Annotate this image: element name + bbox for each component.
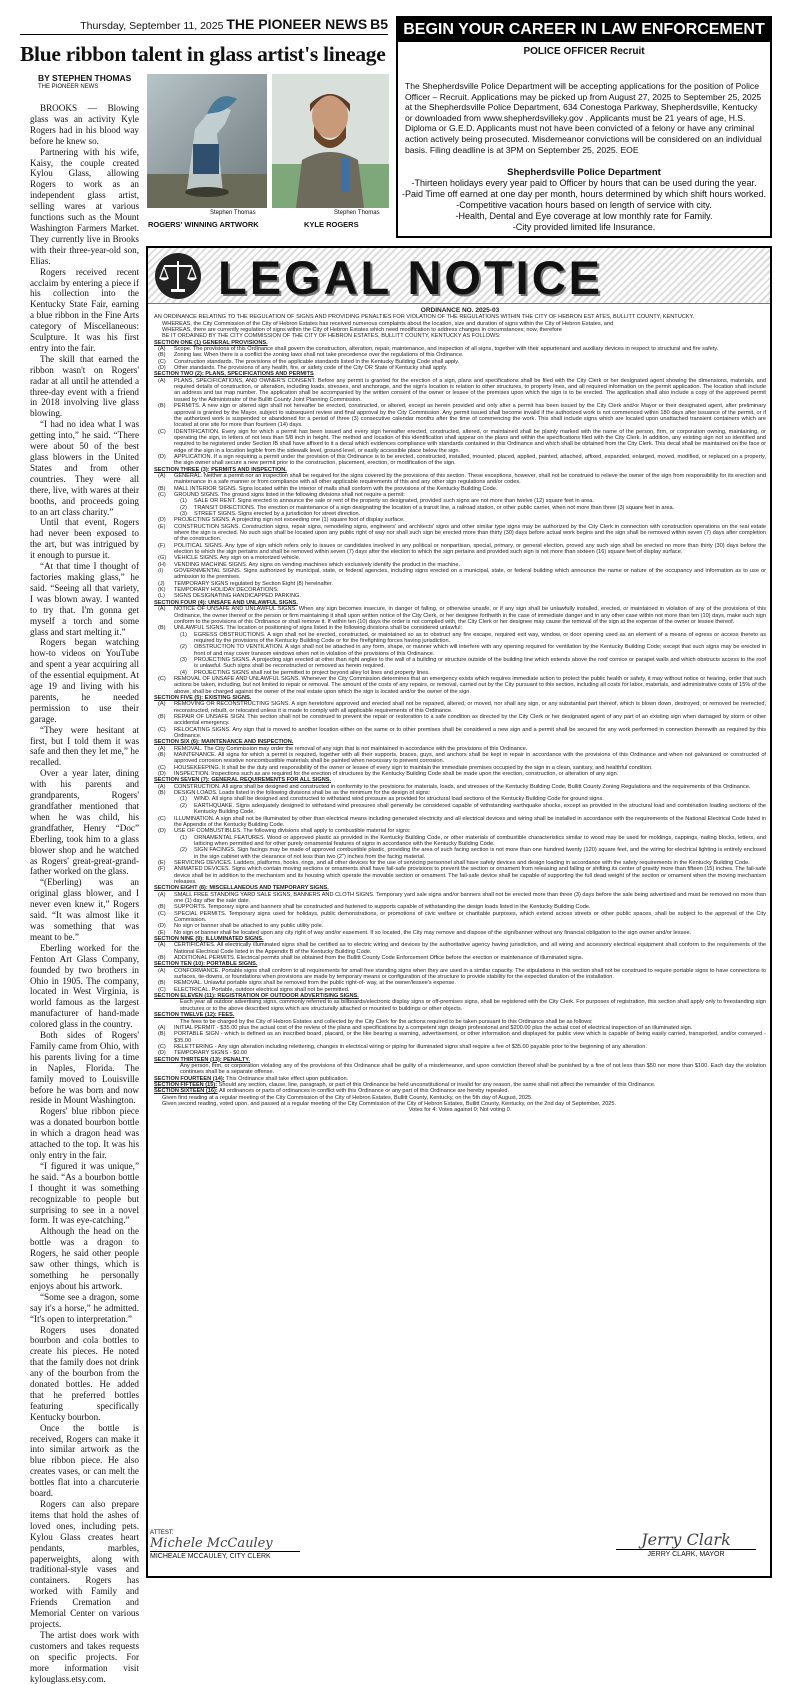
item-text: ORNAMENTAL FEATURES. Wood or approved plastic as provided in the Kentucky Building Code, or other materials of combustible characteristics similar to wood may be used for moldings, cappings, nailing blocks, letters, and latticing when permitted and for other purely ornamental features of signs in accordance with the Kentucky Building Code. — [194, 834, 766, 847]
item-text: ANIMATED DEVICES. Signs which contain moving sections or ornaments shall have fail-safe provisions to prevent the section or ornament from releasing and falling or shifting its center of gravity more than fifteen (15) inches. The fail-safe device shall be in addition to the mechanism and its housing which operate the movable section or ornament. The fail-safe device shall be capable of supporting the full dead weight of the section or ornament when the moving mechanism releases. — [174, 866, 766, 885]
item-text: DESIGN LOADS. Loads listed in the following divisions shall be as the minimum for the design of signs: — [174, 790, 431, 797]
section-item — [154, 892, 766, 905]
section-item — [154, 429, 766, 454]
benefit-item: -Thirteen holidays every year paid to Officer by hours that can be used during the year. — [411, 178, 757, 189]
ad-body: The Shepherdsville Police Department will be accepting applications for the position of Police Officer – Recruit. Applications may be picked up from August 27, 2025 to September 25, 2025 at the Shepherdsville Police Department, 634 Conestoga Parkway, Shepherdsville, Kentucky or downloaded from www.shepherdsvilleky.gov . Applicants must be 21 years of age, H.S. Diploma or G.E.D. Applicants must not have been convicted of a felony or have any criminal action actively being prosecuted. Misdemeanor convictions will be considered on an individual basis. Filing deadline is at 3PM on September 25, 2025. EOE — [405, 81, 762, 155]
item-text: PROJECTING SIGNS shall not be permitted to project beyond alley lot lines and property lines. — [194, 669, 430, 676]
item-text: EARTHQUAKE. Signs adequately designed to withstand wind pressures shall generally be considered capable of withstanding earthquake shocks, except as provided in the structural load and combination loading sections of the Kentucky Building Code. — [194, 802, 766, 816]
item-text: Other standards. The provisions of any health, fire, or safety code of the City OR State of Kentucky shall apply. — [174, 365, 448, 372]
item-label: (E) — [158, 523, 166, 530]
item-label: (1) — [180, 834, 187, 841]
item-label: (C) — [158, 428, 166, 435]
item-label: (D) — [158, 1050, 166, 1057]
preamble-line: WHEREAS, there are currently regulation of signs within the City of Hebron Estates which need modification to address changes in circumstances; now, therefore — [162, 327, 562, 334]
photo2-credit: Stephen Thomas — [334, 210, 380, 216]
item-text: MAINTENANCE. All signs for which a permit is required, together with all their supports, braces, guys, and anchors shall be kept in repair in accordance with the provisions of this Ordinance and when not galvanized or constructed of approved corrosion resistive noncombustible materials shall be painted when necessary to prevent corrosion. — [174, 752, 766, 765]
item-text: PROJECTING SIGNS. A projecting sign erected at other than right angles to the wall of a building or structure outside of the building line which extends above the roof cornice or parapet walls and which obstructs access to the roof is unlawful. Such signs shall be reconstructed or removed as herein required. — [194, 656, 766, 670]
item-text: HOUSEKEEPING. It shall be the duty and responsibility of the owner or lessee of every sign to maintain the immediate premises occupied by the sign in a clean, sanitary, and healthful condition. — [174, 764, 653, 771]
item-label: (B) — [158, 403, 166, 410]
clerk-signature-icon: Michele McCauley — [150, 1536, 273, 1551]
story-paragraph: Rogers can also prepare items that hold the ashes of loved ones, including pets. Kylou Glass creates heart pendants, marbles, paperweights, along with traditional-style vases and containers. Rogers has worked with Family and Friends Cremation and Memorial Center on various projects. — [30, 1499, 139, 1629]
item-text: REMOVING OR RECONSTRUCTING SIGNS. A sign heretofore approved and erected shall not be repaired, altered, or moved, nor shall any sign, or any substantial part thereof, which is blown down, destroyed, or removed be reerected, reconstructed, rebuilt, or relocated unless it is made to comply with all applicable requirements of this Ordinance. — [174, 701, 766, 714]
section-item — [154, 657, 766, 670]
item-text: WIND. All signs shall be designed and constructed to withstand wind pressure as provided for structural load sections of the Kentucky Building Code for ground signs. — [194, 796, 604, 803]
item-text: PERMITS. A new sign or altered sign shall not hereafter be erected, constructed, or altered, except as herein provided and only after a permit has been issued by the City Clerk and/or Mayor or their designated agent, after preliminary approval is granted by the Mayor, subject to subsequent review and final approval by the City Commission. Any permit issued shall become invalid if the authorized work is not commenced within 180 days after issuance of the permit, or if the authorized work is suspended or abandoned for a period of three (3) consecutive calendar months after the time of commencing the work. This shall include signs which are located upon unattached transient containers which are located at one site for more than fourteen (14) days. — [174, 403, 766, 429]
closing-text: Should any section, clause, line, paragraph, or part of this Ordinance be held unconstitutional or invalid for any reason, the same shall not affect the remainder of this Ordinance. — [217, 1081, 656, 1088]
story-paragraph: “They were hesitant at first, but I told them it was safe and then they let me,” he recalled. — [30, 724, 139, 768]
closing-title: SECTION SIXTEEN (16): — [154, 1088, 218, 1095]
story-paragraph: “(Eberling) was an original glass blower, and I never even knew it,” Rogers said. “It was almost like it was something that was meant to be.” — [30, 877, 139, 942]
header-page: B5 — [370, 16, 388, 32]
mayor-name: JERRY CLARK, MAYOR — [616, 1549, 756, 1558]
item-text: PORTABLE SIGN - which is defined as an inscribed board, placard, or the like bearing a warning, advertisement, or other information and displayed for public view which is capable of being easily carried, transported, and/or conveyed - $35.00 — [174, 1031, 766, 1044]
mayor-signature-block — [616, 1530, 756, 1558]
attest-label: ATTEST: — [150, 1530, 174, 1536]
story-paragraph: The artist does work with customers and takes requests on specific projects. For more information visit kylouglass.etsy.com. — [30, 1629, 139, 1684]
item-label: (A) — [158, 1024, 166, 1031]
story-paragraph: Both sides of Rogers' Family came from Ohio, with his parents living for a time in Naples, Florida. The family moved to Louisville before he was born and now reside in Mount Washington. — [30, 1030, 139, 1106]
item-label: (C) — [158, 986, 166, 993]
legal-banner — [148, 248, 770, 304]
item-text: SMALL FREE STANDING YARD SALE SIGNS, BANNERS AND CLOTH SIGNS. Temporary yard sale signs and/or banners shall not be erected more than three (3) days before the sale being advertised and must be removed no more than one (1) day after the sale date. — [174, 891, 766, 904]
item-label: (J) — [158, 580, 165, 587]
bottle-artwork-illustration — [147, 74, 267, 208]
story-paragraph: Rogers uses donated bourbon and cola bottles to create his pieces. He noted that the family does not drink any of the bourbon from the donated bottles. He added that he preferred bottles featuring specifically Kentucky bourbon. — [30, 1324, 139, 1422]
item-text: CONSTRUCTION SIGNS. Construction signs, repair signs, remodeling signs, engineers' and architects' signs and other similar type signs may be authorized by the City Clerk in connection with construction operations on the real estate where the sign is erected. No such sign shall be located upon any public right of way nor shall such sign be erected more than thirty (30) days before actual work begins and the sign shall be removed within seven (7) days after completion of the construction. — [174, 523, 766, 543]
item-text: GENERAL. Neither a permit nor an inspection shall be required for the signs covered by the provisions of this section. These exceptions, however, shall not be construed to relieve the owner of the sign from responsibility for its erection and maintenance in a safe manner or from compliance with all other applicable requirements of this and any other sign regulations and/or codes. — [174, 472, 766, 486]
section-item — [154, 847, 766, 860]
item-text: The fees to be charged by the City of Hebron Estates and collected by the City Clerk for the actions required to be taken pursuant to this Ordinance shall be as follows: — [180, 1018, 593, 1025]
item-label: (B) — [158, 955, 166, 962]
section-title: SECTION THIRTEEN (13): PENALTY. — [154, 1056, 250, 1063]
item-label: (C) — [158, 675, 166, 682]
item-label: (B) — [158, 790, 166, 797]
story-paragraph: BROOKS — Blowing glass was an activity Kyle Rogers had in his blood way before he knew so. — [30, 103, 139, 146]
item-text: GROUND SIGNS. The ground signs listed in the following divisions shall not require a permit: — [174, 491, 405, 498]
item-label: (L) — [158, 593, 165, 600]
header-rule — [20, 34, 388, 35]
header-paper: THE PIONEER NEWS — [226, 16, 368, 32]
item-label: (D) — [158, 365, 166, 372]
item-text: USE OF COMBUSTIBLES. The following divisions shall apply to combustible material for signs: — [174, 828, 411, 835]
item-text: TEMPORARY HOLIDAY DECORATIONS. — [174, 587, 279, 594]
section-title: SECTION TWELVE (12): FEES. — [154, 1012, 235, 1019]
item-label: (C) — [158, 764, 166, 771]
section-item — [154, 1031, 766, 1044]
item-label: (A) — [158, 377, 166, 384]
item-label: (2) — [180, 802, 187, 809]
item-label: (A) — [158, 891, 166, 898]
item-text: ILLUMINATION. A sign shall not be illuminated by other than electrical means including generated electricity and all electrical devices and wiring shall be installed in accordance with the requirements of the National Electrical Code listed in the Appendix of the Kentucky Building Code. — [174, 815, 766, 828]
section-item — [154, 593, 766, 599]
item-text: TEMPORARY SIGNS regulated by Section Eight (8) hereinafter. — [174, 580, 333, 587]
byline: BY STEPHEN THOMAS — [38, 73, 132, 83]
item-label: (B) — [158, 714, 166, 720]
story-paragraph: The skill that earned the ribbon wasn't on Rogers' radar at all until he attended a three-day event with a friend in 2018 involving live glass blowing. — [30, 353, 139, 419]
photo1-credit: Stephen Thomas — [210, 210, 256, 216]
item-text: Zoning law. When there is a conflict the zoning laws shall not take precedence over the regulations of this Ordinance. — [174, 352, 464, 359]
item-label — [154, 999, 174, 1012]
section-item — [154, 1063, 766, 1076]
item-label: (3) — [180, 511, 187, 517]
item-text: TEMPORARY SIGNS - $0.00 — [174, 1050, 248, 1057]
item-text: No sign or banner shall be located upon any city right of way and/or easement. If so located, the City may remove and dispose of the sign/banner without any financial obligation to the sign owner and/or lessee. — [174, 929, 692, 936]
item-text: Scope. The provisions of this Ordinance shall govern the construction, alteration, repair, maintenance, and inspection of all signs, together with their appurtenant and auxiliary devices in respect to structural and fire safety. — [174, 346, 719, 353]
clerk-signature-block — [150, 1530, 350, 1560]
story-paragraph: “Some see a dragon, some say it's a horse,” he admitted. “It's open to interpretation.” — [30, 1291, 139, 1324]
closing-title: SECTION FOURTEEN (14): — [154, 1075, 225, 1082]
section-item — [154, 701, 766, 714]
item-label: (B) — [158, 904, 166, 911]
item-label: (B) — [158, 980, 166, 987]
item-label: (C) — [158, 358, 166, 365]
section-title: SECTION TWO (2): PLANS, SPECIFICATIONS AND PERMITS — [154, 371, 314, 378]
story-paragraph: Eberling worked for the Fenton Art Glass Company, founded by two brothers in Ohio in 1905. The company, located in West Virginia, is world famous as the largest manufacturer of hand-made colored glass in the country. — [30, 942, 139, 1030]
section-item — [154, 803, 766, 816]
section-title: SECTION ELEVEN (11): REGISTRATION OF OUTDOOR ADVERTISING SIGNS. — [154, 993, 359, 1000]
section-item — [154, 454, 766, 467]
section-item — [154, 378, 766, 403]
item-text: Each year all outdoor advertising signs, commonly referred to as billboards/electronic display signs or off-premises signs, shall be registered with the City Clerk. For purposes of registration, this section shall apply only to freestanding sign structures or to the above described signs which are structurally attached or mounted to buildings or other objects. — [180, 999, 766, 1012]
item-text: REMOVAL. The City Commission may order the removal of any sign that is not maintained in accordance with the provisions of this Ordinance. — [174, 745, 528, 752]
item-text: NOTICE OF UNSAFE AND UNLAWFUL SIGNS. When any sign becomes insecure, in danger of falling, or otherwise unsafe, or if any sign shall be unlawfully installed, erected, or maintained in violation of any of the provisions of this Ordinance, the owner thereof or the person or firm maintaining it shall upon written notice of the City Clerk, or her designee forthwith in the case of immediate danger and in any other case within not more than ten (10) days, make such sign conform to the provisions of this Ordinance or shall remove it. If within ten (10) days the order is not complied with, the City Clerk or her designee may cause the removal of the sign at the expense of the owner or lessee thereof. — [174, 606, 766, 625]
benefit-item: -Health, Dental and Eye coverage at low monthly rate for Family. — [455, 211, 713, 222]
item-text: GOVERNMENTAL SIGNS. Signs authorized by municipal, state, or federal agencies, including signs erected on a municipal, state, or federal building which announce the name or nature of the occupancy and information as to use or admission to the premises. — [174, 568, 766, 581]
story-headline: Blue ribbon talent in glass artist's lineage — [20, 42, 386, 66]
item-label: (B) — [158, 625, 166, 632]
item-label: (A) — [158, 701, 166, 708]
item-label: (D) — [158, 771, 166, 778]
story-paragraph: Partnering with his wife, Kaisy, the couple created Kylou Glass, allowing Rogers to work as an independent glass artist, selling wares at various functions such as the Mount Washington Farmers Market. They currently live in Brooks with their three-year-old son, Elias. — [30, 146, 139, 266]
item-text: Any person, firm, or corporation violating any of the provisions of this Ordinance shall be guilty of a misdemeanor, and upon conviction thereof shall be punished by a fine of not less than $50 nor more than $100. Each day the violation continues shall be a separate offense. — [180, 1062, 766, 1076]
item-label: (C) — [158, 491, 166, 498]
section-item — [154, 835, 766, 848]
benefit-item: -Competitive vacation hours based on length of service with city. — [456, 200, 712, 211]
section-item — [154, 606, 766, 625]
story-paragraph: Once the bottle is received, Rogers can make it into similar artwork as the blue ribbon piece. He also creates vases, or can melt the bottles flat into a charcuterie board. — [30, 1422, 139, 1499]
item-label: (B) — [158, 1031, 166, 1038]
header-date: Thursday, September 11, 2025 — [80, 20, 224, 32]
section-item — [154, 866, 766, 885]
ordinance-closing — [154, 1076, 766, 1095]
artwork-photo — [147, 74, 267, 208]
item-label: (A) — [158, 472, 166, 479]
story-paragraph: “I had no idea what I was getting into,” he said. “There were about 50 of the best glass blowers in the United States and from other countries. They were all there, live, with wares at their booths, and proceeds going to an art class charity.” — [30, 419, 139, 517]
preamble-line: AN ORDINANCE RELATING TO THE REGULATION OF SIGNS AND PROVIDING PENALTIES FOR VIOLATION OF THE REGULATIONS WITHIN THE CITY OF HEBRON EST ATES, BULLITT COUNTY, KENTUCKY. — [154, 314, 695, 321]
item-label: (A) — [158, 606, 166, 613]
section-item — [154, 543, 766, 556]
item-label: (A) — [158, 942, 166, 949]
item-label: (B) — [158, 485, 166, 492]
item-text: OBSTRUCTION TO VENTILATION. A sign shall not be attached in any form, shape, or manner which will interfere with any opening required for ventilation by the Kentucky Building Code; except that such signs may be erected in front of and may cover transom windows when not in violation of the provisions of this Ordinance. — [194, 644, 766, 657]
section-item — [154, 524, 766, 543]
item-text: INITIAL PERMIT - $35.00 plus the actual cost of the review of the plans and specifications by a competent sign design professional and $200.00 plus the actual cost of electrical inspection of an illuminated sign. — [174, 1024, 693, 1031]
section-item — [154, 816, 766, 829]
section-item — [154, 473, 766, 486]
item-label: (E) — [158, 929, 166, 936]
story-paragraph: Over a year later, dining with his parents and grandparents, Rogers' grandfather mentioned that when he was child, his grandfather, Henry “Doc” Eberling, took him to a glass blower shop and he watched as Rogers' great-great-grand-father worked on the glass. — [30, 768, 139, 877]
item-text: INSPECTION. Inspections such as are required for the erection of structures by the Kentucky Building Code shall be made upon the erection, construction, or alteration of any sign. — [174, 771, 619, 778]
section-title: SECTION ONE (1) GENERAL PROVISIONS. — [154, 339, 268, 346]
item-label: (1) — [180, 631, 187, 638]
item-text: POLITICAL SIGNS. Any type of sign which refers only to issues or candidates involved in any political or nonpartisan, special, primary, or general election, proved any such sign shall be erected no more than thirty (30) days before the election to which the sign pertains and shall be removed within seven (7) days after the election to which the sign pertains and provided such sign is not more than sixteen (16) square feet of display surface. — [174, 542, 766, 556]
item-label — [154, 1063, 174, 1076]
item-label: (A) — [158, 967, 166, 974]
item-label: (1) — [180, 796, 187, 803]
item-label: (2) — [180, 847, 187, 854]
item-text: ADDITIONAL PERMITS. Electrical permits shall be obtained from the Bullitt County Code Enforcement Office before the erection or maintenance of illuminated signs. — [174, 955, 584, 962]
item-text: SIGN FACINGS. Sign facings may be made of approved combustible plastic, providing the area of such facing section is not more than one hundred twenty (120) square feet, and the wiring for electrical lighting is entirely enclosed in the sign cabinet with the clearance of not less than two (2") inches from the facing material. — [194, 847, 766, 860]
item-label: (F) — [158, 542, 166, 549]
item-label: (E) — [158, 859, 166, 866]
item-label: (I) — [158, 568, 164, 575]
item-text: REMOVAL OF UNSAFE AND UNLAWFUL SIGNS. Whenever the City Commission determines that an emergency exists which requires immediate action to protect the public health or safety, it may without notice or hearing, order that such actions be taken, including, but not limited to repair or removal. The amount of the costs of any repairs, or removal, carried out by the City pursuant to this section, including all costs for labor, materials, and administrative costs of 15% of the above, shall be charged against the owner of the real estate upon which the sign is located and/or the owner of the sign. — [174, 675, 766, 695]
item-label: (C) — [158, 910, 166, 917]
item-text: CERTIFICATES. All electrically illuminated signs shall be certified as to electric wiring and devices by the authoritative agency having jurisdiction, and all wiring and accessory electrical equipment shall conform to the requirements of the National Electrical Code listed in the Appendix B of the Kentucky Building Code. — [174, 942, 766, 955]
police-recruit-ad — [396, 16, 772, 238]
item-label: (3) — [180, 656, 187, 663]
item-label: (2) — [180, 504, 187, 511]
story-paragraph: Until that event, Rogers had never been exposed to the art, but was intrigued by it enough to pursue it. — [30, 517, 139, 561]
ad-subhead: POLICE OFFICER Recruit — [523, 46, 645, 57]
section-item — [154, 403, 766, 428]
item-label: (A) — [158, 346, 166, 353]
section-title: SECTION NINE (9): ILLUMINATED SIGNS. — [154, 936, 264, 943]
photo1-caption: ROGERS' WINNING ARTWORK — [148, 220, 259, 229]
section-item — [154, 1050, 766, 1056]
scales-of-justice-icon — [154, 252, 202, 300]
legal-notice — [146, 246, 772, 1578]
item-text: VENDING MACHINE SIGNS. Any signs on vending machines which exclusively identify the product in the machine. — [174, 561, 461, 568]
section-title: SECTION THREE (3): PERMITS AND INSPECTION. — [154, 466, 287, 473]
item-label: (C) — [158, 1043, 166, 1050]
section-item — [154, 968, 766, 981]
story-paragraph: Although the head on the bottle was a dragon to Rogers, he said other people saw other things, which is something he personally enjoys about his artwork. — [30, 1226, 139, 1291]
story-paragraph: “At that time I thought of factories making glass,” he said. “Seeing all that variety, I was blown away. I wanted to try that. I'm gonna get myself a torch and some glass and start melting it.” — [30, 561, 139, 637]
item-text: UNLAWFUL SIGNS. The location or positioning of signs listed in the following divisions shall be considered unlawful: — [174, 625, 463, 632]
item-text: EGRESS OBSTRUCTIONS. A sign shall not be erected, constructed, or maintained so as to obstruct any fire escape, required exit way, window, or door opening used as an element of a means of egress or access thereto as required by the provisions of the Kentucky Building Code or for the firefighting forces having jurisdiction. — [194, 631, 766, 644]
item-label: (K) — [158, 587, 166, 594]
section-title: SECTION SEVEN (7): GENERAL REQUIREMENTS FOR ALL SIGNS. — [154, 777, 332, 784]
section-title: SECTION EIGHT (8): MISCELLANEOUS AND TEMPORARY SIGNS. — [154, 885, 329, 892]
item-label: (D) — [158, 517, 166, 524]
ad-dept: Shepherdsville Police Department — [507, 167, 661, 179]
item-label: (F) — [158, 866, 166, 873]
item-text: SALE OR RENT. Signs erected to announce the sale or rent of the property so designated, provided such signs are not more than twelve (12) square feet in area. — [194, 498, 594, 505]
item-text: SPECIAL PERMITS. Temporary signs used for holidays, public demonstrations, or promotions of civic welfare or charitable purposes, which extend across streets or other public spaces, shall be subject to the approval of the City Commission. — [174, 910, 766, 923]
item-text: IDENTIFICATION. Every sign for which a permit has been issued and every sign hereafter erected, constructed, altered, or maintained shall be plainly marked with the name of the person, firm, or corporation owning, maintaining, or operating the sign, in letters of not less than 5/8 inch in height. The method and location of this identification shall appear on the plans and within the specifications filed with the City Clerk. In addition, any existing sign not so identified and required to be registered under Section IB shall have affixed to it a decal which evidences compliance with standards contained in this Ordinance and which shall be obtained from the City Clerk. This decal shall be maintained on the face or edge of the sign in a location legible from the sidewalk level, ground level, or easily accessible place below the sign. — [174, 428, 766, 454]
reading-line: Given first reading at a regular meeting of the City Commission of the City of Hebron Estates, Bullitt County, Kentucky, on the 5th day of August, 2025. — [162, 1094, 533, 1101]
ordinance-readings — [154, 1095, 766, 1108]
item-text: TRANSIT DIRECTIONS. The erection or maintenance of a sign designating the location of a transit line, a railroad station, or other public carrier, when not more than three (3) square feet in area. — [194, 504, 675, 511]
item-text: APPLICATION. If a sign requiring a permit under the provision of this Ordinance is to be erected, constructed, installed, mounted, placed, applied, painted, attached, affixed, expanded, enlarged, moved, modified, or replaced on a property, the sign owner shall secure a new permit prior to the construction, placement, erection, or modification of the sign. — [174, 453, 766, 467]
item-text: ELECTRICAL. Portable, outdoor electrical signs shall not be permitted. — [174, 986, 350, 993]
section-item — [154, 999, 766, 1012]
closing-title: SECTION FIFTEEN (15): — [154, 1081, 218, 1088]
item-text: SIGNS DESIGNATING HANDICAPPED PARKING. — [174, 593, 301, 600]
item-text: VEHICLE SIGNS. Any sign on a motorized vehicle. — [174, 555, 301, 562]
story-body — [30, 103, 139, 1684]
item-label: (A) — [158, 783, 166, 790]
ordinance-preamble — [154, 314, 766, 339]
item-label: (4) — [180, 669, 187, 676]
preamble-line: BE IT ORDAINED BY THE CITY COMMISSION OF THE CITY OF HEBRON ESTATES, BULLITT COUNTY, KENTUCKY AS FOLLOWS: — [162, 333, 501, 340]
clerk-name: MICHEALE MCCAULEY, CITY CLERK — [150, 1551, 300, 1560]
item-text: RELETTERING - Any sign alteration including relettering, changes in electrical wiring or piping for illuminated signs shall require a fee of $35.00 payable prior to the beginning of any alteration. — [174, 1043, 647, 1050]
item-text: CONFORMANCE. Portable signs shall conform to all requirements for small free standing signs when they are used in a similar capacity. The stipulations in this section shall not be construed to require portable signs to have connections to surfaces, tie-downs, or foundations when provisions are made by temporary means or configuration of the structure to provide stability for the expected duration of the installation. — [174, 967, 766, 981]
section-title: SECTION TEN (10): PORTABLE SIGNS. — [154, 961, 258, 968]
section-item — [154, 727, 766, 740]
item-label: (B) — [158, 352, 166, 359]
section-item — [154, 632, 766, 645]
ordinance-sections — [154, 340, 766, 1076]
item-label: (C) — [158, 726, 166, 733]
item-text: RELOCATING SIGNS. Any sign that is moved to another location either on the same or to other premises shall be considered a new sign and a permit shall be secured for any work performed in connection therewith as required by this Ordinance. — [174, 726, 766, 740]
item-text: Construction standards. The provisions of the applicable standards listed in the Kentucky Building Code shall apply. — [174, 358, 460, 365]
item-label: (A) — [158, 745, 166, 752]
reading-line: Given second reading, voted upon, and passed at a regular meeting of the City Commission of the City of Hebron Estates, Bullitt County, Kentucky, on the 2nd day of September, 2025. — [162, 1100, 617, 1107]
legal-banner-title: LEGAL NOTICE — [218, 251, 604, 304]
closing-text: This Ordinance shall take effect upon publication. — [224, 1075, 349, 1082]
section-item — [154, 714, 766, 727]
section-title: SECTION FIVE (5): EXISTING SIGNS. — [154, 694, 252, 701]
ordinance-number: ORDINANCE NO. 2025-03 — [420, 307, 500, 314]
section-item — [154, 568, 766, 581]
story-paragraph: Rogers began watching how-to videos on YouTube and spent a year acquiring all of the essential equipment. At age 19 and living with his parents, he needed permission to use their garage. — [30, 637, 139, 724]
item-text: MALL INTERIOR SIGNS. Signs located within the interior of malls shall conform with the provisions of the Kentucky Building Code. — [174, 485, 498, 492]
benefit-item: -City provided limited life Insurance. — [512, 222, 656, 233]
item-text: CONSTRUCTION. All signs shall be designed and constructed in conformity to the provisions for materials, loads, and stresses of the Kentucky Building Code, Bullitt County Zoning Regulations and the requirements of this Ordinance. — [174, 783, 751, 790]
mayor-signature-icon: Jerry Clark — [641, 1530, 731, 1549]
ad-benefits — [398, 178, 770, 233]
section-title: SECTION FOUR (4): UNSAFE AND UNLAWFUL SIGNS. — [154, 599, 298, 606]
item-text: PROJECTING SIGNS. A projecting sign not exceeding one (1) square foot of display surface. — [174, 517, 405, 524]
closing-text: All ordinances or parts of ordinances in conflict with this Ordinance or any part of this Ordinance are hereby repealed. — [217, 1088, 510, 1095]
story-paragraph: Rogers received recent acclaim by entering a piece if his collection into the Kentucky State Fair, earning a blue ribbon in the Fine Arts category of Miscellaneous: Sculpture. It was his first entry into the fair. — [30, 266, 139, 353]
item-label: (C) — [158, 815, 166, 822]
section-item — [154, 644, 766, 657]
item-text: REPAIR OF UNSAFE SIGN. This section shall not be construed to prevent the repair or restoration to a safe condition as directed by the City Clerk or her designated agent of any part of an existing sign when damaged by storm or other accidental emergency. — [174, 714, 766, 727]
section-item — [154, 676, 766, 695]
person-portrait-illustration — [272, 74, 389, 208]
item-label: (B) — [158, 752, 166, 759]
item-text: SERVICING DEVICES. Ladders, platforms, hooks, rings, and all other devices for the use of servicing personnel shall have safety devices and design loading in accordance with the safety requirements in the Kentucky Building Code. — [174, 859, 750, 866]
section-item — [154, 911, 766, 924]
photo2-caption: KYLE ROGERS — [304, 220, 359, 229]
section-title: SECTION SIX (6): MAINTENANCE AND INSPECTION. — [154, 739, 294, 746]
item-text: SUPPORTS. Temporary signs and banners shall be constructed and fastened to supports capable of withstanding the design loads listed in the Kentucky Building Code. — [174, 904, 591, 911]
section-item — [154, 752, 766, 765]
item-label: (D) — [158, 828, 166, 835]
item-text: STREET SIGNS. Signs erected by a jurisdiction for street direction. — [194, 511, 361, 517]
story-paragraph: Rogers' blue ribbon piece was a donated bourbon bottle in which a dragon head was attached to the top. It was his only entry in the fair. — [30, 1106, 139, 1160]
item-text: REMOVAL. Unlawful portable signs shall be removed from the public right-of- way, at the owner/lessee's expense. — [174, 980, 456, 987]
section-item — [154, 942, 766, 955]
ad-headline: BEGIN YOUR CAREER IN LAW ENFORCEMENT — [398, 18, 770, 42]
item-text: PLANS, SPECIFICATIONS, AND OWNER'S CONSENT. Before any permit is granted for the erection of a sign, plans and specifications shall be filed with the City Clerk or her designated agent showing the dimensions, materials, and required details of construction, or alteration, including loads, stresses, and anchorage, and the sign's location is relation to other structures, to property lines, and all required information on the permit application. The location shall include an address and tax map number. The application shall be accompanied by the written consent of the owner or lessee of the premises upon which the sign is to be erected. The application shall also include a copy of the approved permit issued by the Administrator of the Bullitt County Joint Planning Commission. — [174, 377, 766, 403]
ordinance-text — [154, 308, 766, 1114]
item-label: (1) — [180, 498, 187, 505]
page-header — [0, 16, 388, 32]
item-text: No sign or banner shall be attached to any public utility pole. — [174, 923, 324, 930]
item-label: (D) — [158, 453, 166, 460]
item-label: (H) — [158, 561, 166, 568]
portrait-photo — [272, 74, 389, 208]
vote-tally: Votes for 4: Votes against 0; Not voting 0. — [408, 1107, 512, 1114]
benefit-item: -Paid Time off earned at one day per month, hours determined by which shift hours worked. — [401, 189, 767, 200]
preamble-line: WHEREAS, the City Commission of the City of Hebron Estates has received numerous complaints about the location, size and duration of signs within the City of Hebron Estates, and — [162, 320, 614, 327]
item-label: (2) — [180, 644, 187, 651]
story-paragraph: “I figured it was unique,” he said. “As a bourbon bottle I thought it was something recognizable to people but surprising to see in a novel form. It was eye-catching.” — [30, 1160, 139, 1226]
item-label: (G) — [158, 555, 167, 562]
byline-org: THE PIONEER NEWS — [38, 84, 99, 90]
item-label: (D) — [158, 923, 166, 930]
